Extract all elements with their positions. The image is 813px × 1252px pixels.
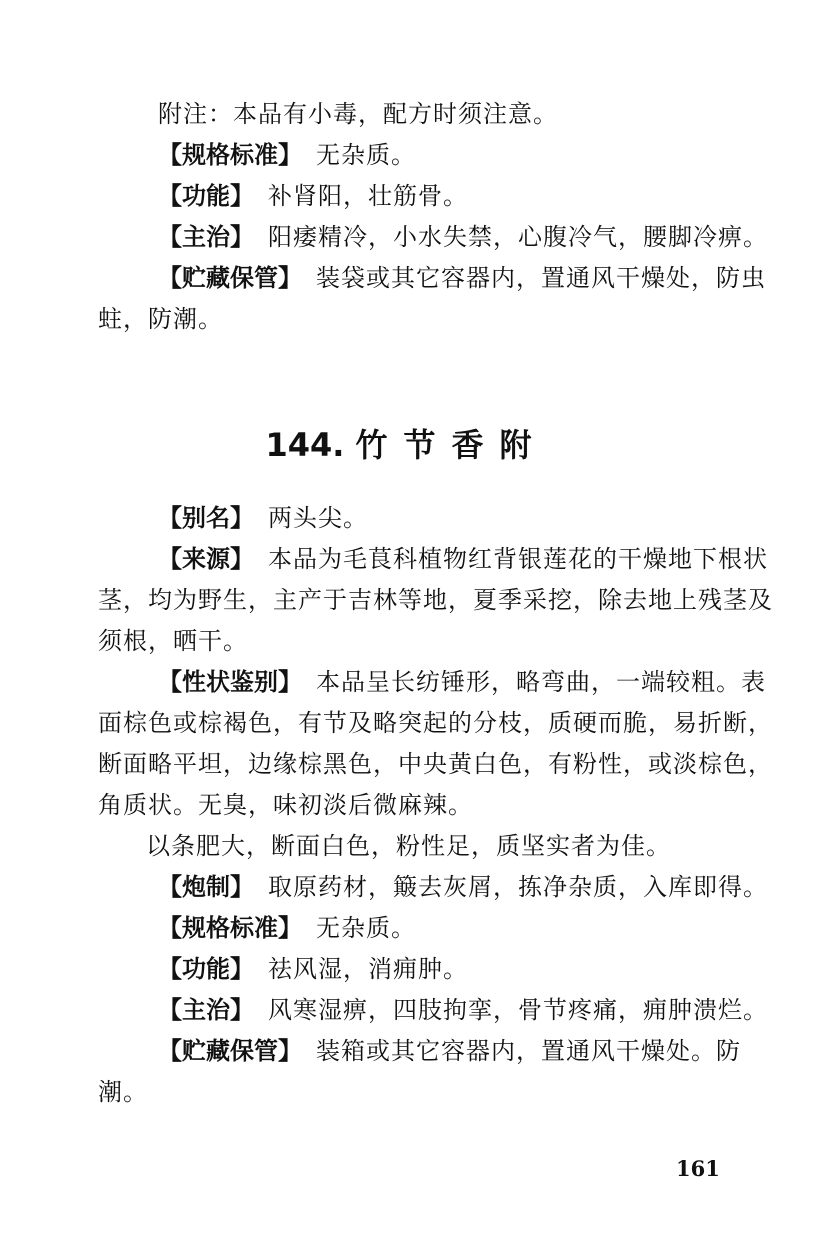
- entry-storage-paragraph: [98, 1031, 788, 1113]
- identification-paragraph: [98, 662, 788, 826]
- indication-label: 【主治】: [158, 223, 254, 251]
- alias-text: 两头尖。: [268, 504, 368, 532]
- source-text: 本品为毛茛科植物红背银莲花的干燥地下根状茎，均为野生，主产于吉林等地，夏季采挖，除去地上残茎及须根，晒干。: [98, 545, 773, 655]
- function-text: 补肾阳，壮筋骨。: [268, 182, 468, 210]
- entry-indication-text: 风寒湿痹，四肢拘挛，骨节疼痛，痈肿溃烂。: [268, 996, 768, 1024]
- entry-spec-text: 无杂质。: [316, 914, 416, 942]
- source-paragraph: [98, 539, 788, 662]
- previous-entry-continuation: [98, 94, 788, 340]
- spec-text: 无杂质。: [316, 141, 416, 169]
- storage-paragraph: [98, 258, 788, 340]
- identification-label: 【性状鉴别】: [158, 668, 302, 696]
- entry-body: [98, 498, 788, 1113]
- entry-storage-text: 装箱或其它容器内，置通风干燥处。防潮。: [98, 1037, 741, 1106]
- toxicity-note: 附注：本品有小毒，配方时须注意。: [158, 100, 558, 128]
- entry-function-label: 【功能】: [158, 955, 254, 983]
- entry-number: 144.: [265, 426, 345, 464]
- identification-text: 本品呈长纺锤形，略弯曲，一端较粗。表面棕色或棕褐色，有节及略突起的分枝，质硬而脆，易折断，断面略平坦，边缘棕黑色，中央黄白色，有粉性，或淡棕色，角质状。无臭，味初淡后微麻辣。: [98, 668, 773, 819]
- alias-label: 【别名】: [158, 504, 254, 532]
- entry-indication-label: 【主治】: [158, 996, 254, 1024]
- function-paragraph: [98, 176, 788, 217]
- storage-label: 【贮藏保管】: [158, 264, 302, 292]
- processing-paragraph: [98, 867, 788, 908]
- indication-paragraph: [98, 217, 788, 258]
- quality-paragraph: 以条肥大，断面白色，粉性足，质坚实者为佳。: [146, 832, 671, 860]
- spec-paragraph: [98, 135, 788, 176]
- entry-storage-label: 【贮藏保管】: [158, 1037, 302, 1065]
- function-label: 【功能】: [158, 182, 254, 210]
- entry-indication-paragraph: [98, 990, 788, 1031]
- entry-title: [0, 420, 813, 466]
- entry-name: 竹节香附: [355, 426, 548, 464]
- entry-spec-label: 【规格标准】: [158, 914, 302, 942]
- entry-spec-paragraph: [98, 908, 788, 949]
- alias-paragraph: [98, 498, 788, 539]
- processing-text: 取原药材，簸去灰屑，拣净杂质，入库即得。: [268, 873, 768, 901]
- storage-text: 装袋或其它容器内，置通风干燥处，防虫蛀，防潮。: [98, 264, 766, 333]
- entry-function-text: 祛风湿，消痈肿。: [268, 955, 468, 983]
- source-label: 【来源】: [158, 545, 254, 573]
- spec-label: 【规格标准】: [158, 141, 302, 169]
- entry-function-paragraph: [98, 949, 788, 990]
- processing-label: 【炮制】: [158, 873, 254, 901]
- indication-text: 阳痿精冷，小水失禁，心腹冷气，腰脚冷痹。: [268, 223, 768, 251]
- page-number: 161: [676, 1156, 720, 1181]
